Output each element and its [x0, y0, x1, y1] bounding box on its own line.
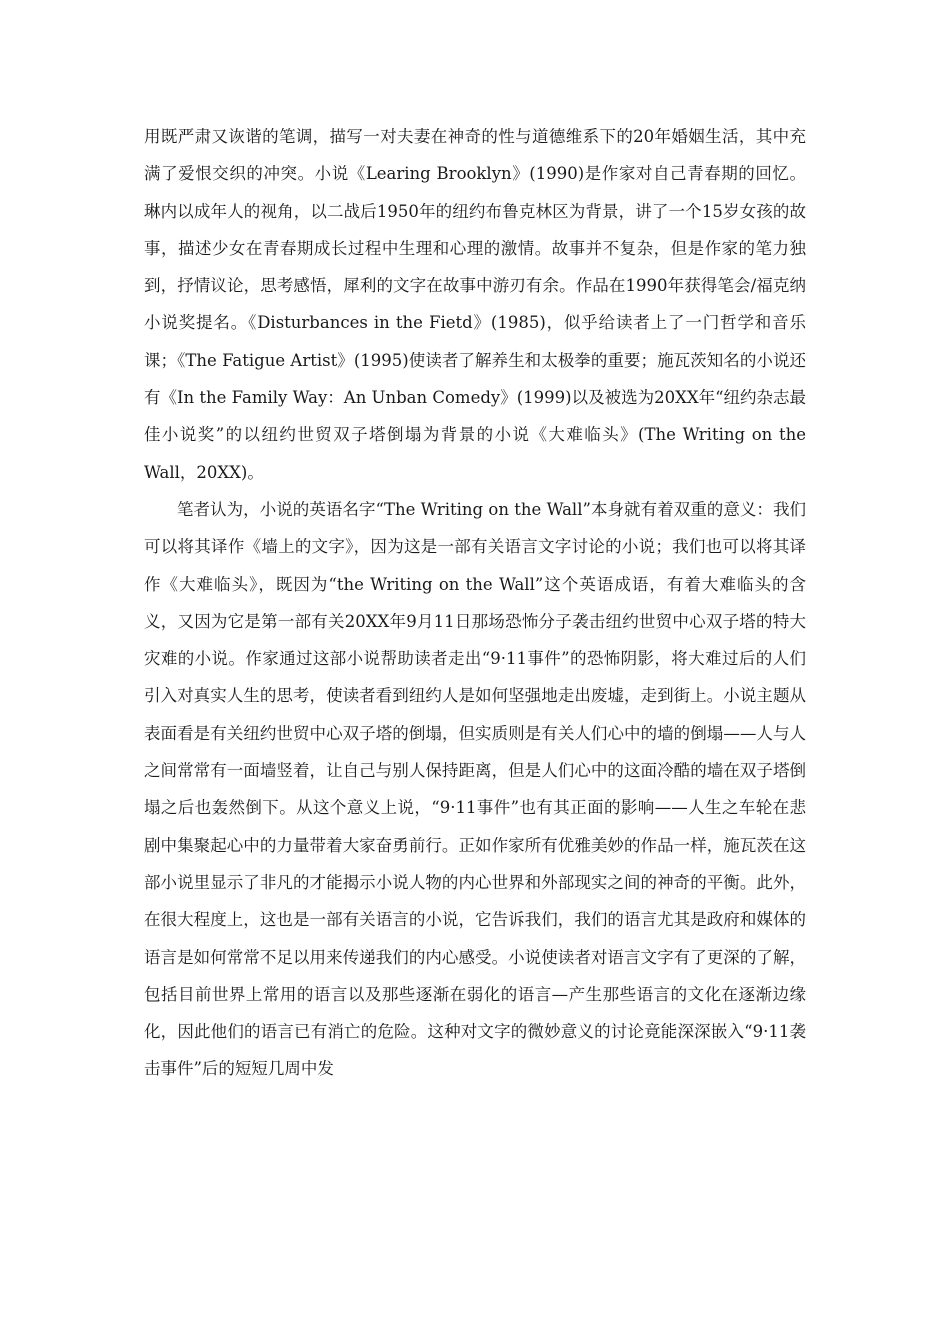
paragraph-1: 用既严肃又诙谐的笔调，描写一对夫妻在神奇的性与道德维系下的20年婚姻生活，其中充满了爱恨交织的冲突。小说《Learing Brooklyn》(1990)是作家对自己青春期的回忆。琳内以成年人的视角，以二战后1950年的纽约布鲁克林区为背景，讲了一个15岁女孩的故事，描述少女在青春期成长过程中生理和心理的激情。故事并不复杂，但是作家的笔力独到，抒情议论，思考感悟，犀利的文字在故事中游刃有余。作品在1990年获得笔会/福克纳小说奖提名。《Disturbances in the Fietd》(1985)，似乎给读者上了一门哲学和音乐课；《The Fatigue Artist》(1995)使读者了解养生和太极拳的重要；施瓦茨知名的小说还有《In the Family Way：An Unban Comedy》(1999)以及被选为20XX年“纽约杂志最佳小说奖”的以纽约世贸双子塔倒塌为背景的小说《大难临头》(The Writing on the Wall，20XX)。: [144, 127, 807, 482]
document-page: [144, 118, 806, 1088]
paragraph-2: 笔者认为，小说的英语名字“The Writing on the Wall”本身就有着双重的意义：我们可以将其译作《墙上的文字》，因为这是一部有关语言文字讨论的小说；我们也可以将其译作《大难临头》，既因为“the Writing on the Wall”这个英语成语，有着大难临头的含义，又因为它是第一部有关20XX年9月11日那场恐怖分子袭击纽约世贸中心双子塔的特大灾难的小说。作家通过这部小说帮助读者走出“9·11事件”的恐怖阴影，将大难过后的人们引入对真实人生的思考，使读者看到纽约人是如何坚强地走出废墟，走到街上。小说主题从表面看是有关纽约世贸中心双子塔的倒塌，但实质则是有关人们心中的墙的倒塌——人与人之间常常有一面墙竖着，让自己与别人保持距离，但是人们心中的这面冷酷的墙在双子塔倒塌之后也轰然倒下。从这个意义上说，“9·11事件”也有其正面的影响——人生之车轮在悲剧中集聚起心中的力量带着大家奋勇前行。正如作家所有优雅美妙的作品一样，施瓦茨在这部小说里显示了非凡的才能揭示小说人物的内心世界和外部现实之间的神奇的平衡。此外，在很大程度上，这也是一部有关语言的小说，它告诉我们，我们的语言尤其是政府和媒体的语言是如何常常不足以用来传递我们的内心感受。小说使读者对语言文字有了更深的了解，包括目前世界上常用的语言以及那些逐渐在弱化的语言—产生那些语言的文化在逐渐边缘化，因此他们的语言已有消亡的危险。这种对文字的微妙意义的讨论竟能深深嵌入“9·11袭击事件”后的短短几周中发: [144, 499, 806, 1079]
